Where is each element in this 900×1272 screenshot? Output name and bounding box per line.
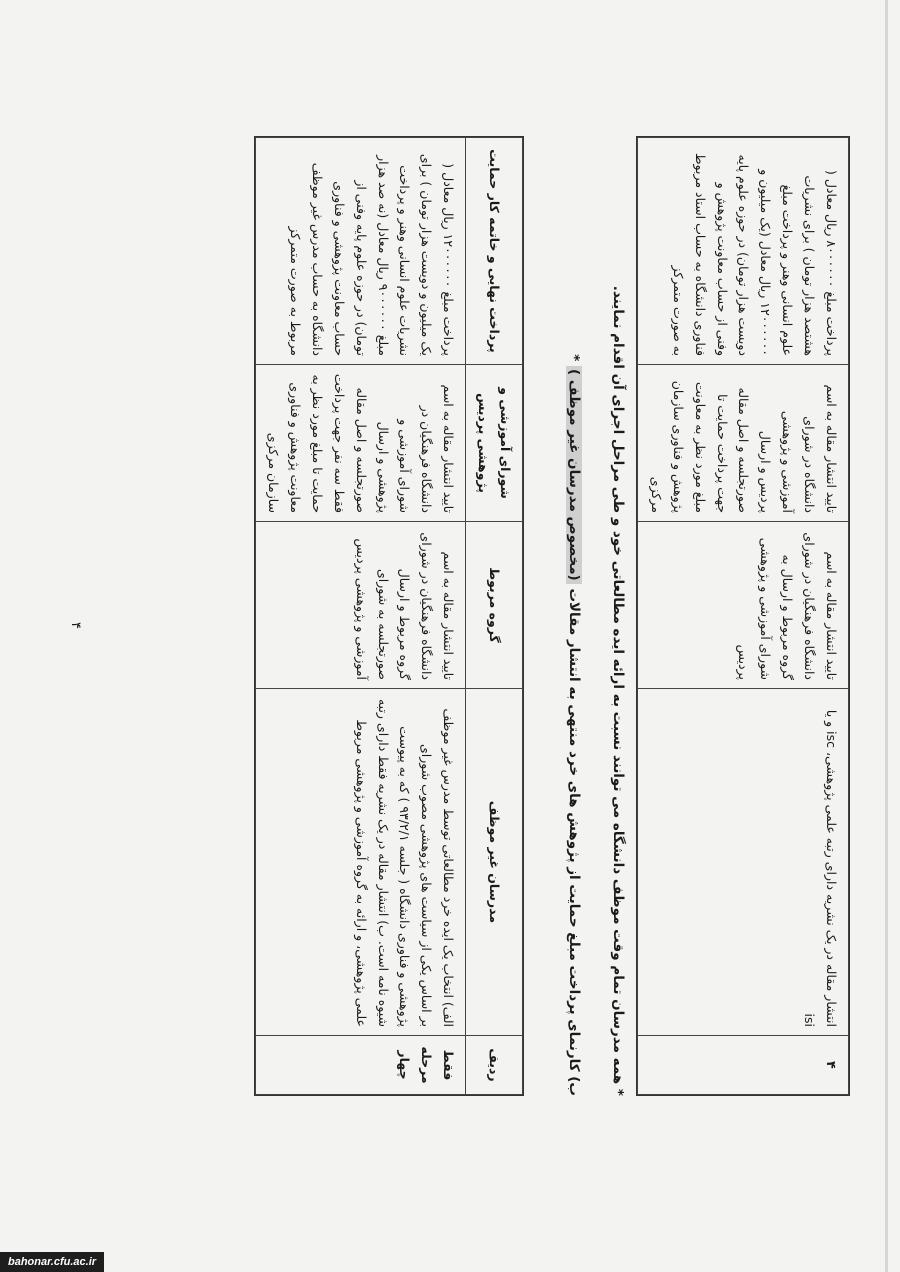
council-cell: تایید انتشار مقاله به اسم دانشگاه فرهنگیان در شورای آموزشی و پژوهشی و ارسال صورتجلسه و اصل مقاله فقط سه نفر جهت پرداخت حمایت تا مبلغ مورد نظر به معاونت پژوهش و فناوری سازمان مرکزی [256,365,466,522]
top-table [636,136,850,1096]
bottom-table [254,136,524,1096]
row-label-cell: فقط مرحله چهار [256,1036,466,1095]
header-condition: مدرسان غیر موظف [466,689,523,1036]
final-payment-cell: پرداخت مبلغ ۸۰۰۰۰۰۰ ریال معادل ( هشتصد هزار تومان ) برای نشریات علوم انسانی وهنر و پرداخت مبلغ ۱۲۰۰۰۰۰۰ ریال معادل (یک میلیون و دویست هزار تومان) در حوزه علوم پایه وفنی از حساب معاونت پژوهش و فناوری دانشگاه به حساب استاد مربوط به صورت متمرکز [638,138,849,365]
rotated-page-content [90,136,850,1096]
header-final: پرداخت نهایی و خاتمه کار حمایت [466,138,523,365]
table-header-row [466,138,523,1095]
header-row: ردیف [466,1036,523,1095]
section-heading-highlight: (مخصوص مدرسان غیر موظف ) [566,366,582,584]
section-heading-b [562,136,584,1096]
section-heading-text: ب) کارنمای پرداخت مبلغ حمایت از پژوهش های خرد منتهی به انتشار مقالات [566,588,582,1096]
department-cell: تایید انتشار مقاله به اسم دانشگاه فرهنگیان در شورای گروه مربوط و ارسال صورتجلسه به شورای آموزشی و پژوهشی پردیس [256,522,466,689]
header-department: گروه مربوط [466,522,523,689]
final-payment-cell: پرداخت مبلغ ۱۲۰۰۰۰۰۰ ریال معادل ( یک میلیون و دویست هزار تومان ) برای نشریات علوم انسانی وهنر و پرداخت مبلغ ۹۰۰۰۰۰۰ ریال معادل (نه صد هزار تومان) در حوزه علوم پایه وفنی از حساب معاونت پژوهشی و فناوری دانشگاه به حساب مدرس غیر موظف مربوط به صورت متمرکز [256,138,466,365]
table-row [638,138,849,1095]
section-heading-asterisk: * [566,354,582,362]
note-full-time-lecturers: * همه مدرسان تمام وقت موظف دانشگاه می توانند نسبت به ارائه ایده مطالعاتی خود و طی مراحل اجرای آن اقدام نمایند. [610,285,626,1096]
condition-cell: انتشار مقاله در یک نشریه دارای رتبه علمی پژوهشی، isc و یا isi [638,689,849,1036]
page-number: ۴ [67,622,83,629]
row-number-cell: ۴ [638,1036,849,1095]
table-row [256,138,466,1095]
site-watermark[interactable]: bahonar.cfu.ac.ir [0,1252,104,1272]
department-cell: تایید انتشار مقاله به اسم دانشگاه فرهنگیان در شورای گروه مربوط و ارسال به شورای آموزشی و پژوهشی پردیس [638,522,849,689]
condition-cell: الف) انتخاب یک ایده خرد مطالعاتی توسط مدرس غیر موظف بر اساس یکی از سیاست های پژوهشی مصوب شورای پژوهشی و فناوری دانشگاه ( جلسه ۹۳/۲/۱ ) که به پیوست شیوه نامه است. ب) انتشار مقاله در یک نشریه فقط دارای رتبه علمی پژوهشی، و ارائه به گروه آموزشی و پژوهشی مربوط [256,689,466,1036]
header-council: شورای آموزشی و پژوهشی پردیس [466,365,523,522]
council-cell: تایید انتشار مقاله به اسم دانشگاه در شورای آموزشی و پژوهشی پردیس و ارسال صورتجلسه و اصل مقاله جهت پرداخت حمایت تا مبلغ مورد نظر به معاونت پژوهش و فناوری سازمان مرکزی [638,365,849,522]
